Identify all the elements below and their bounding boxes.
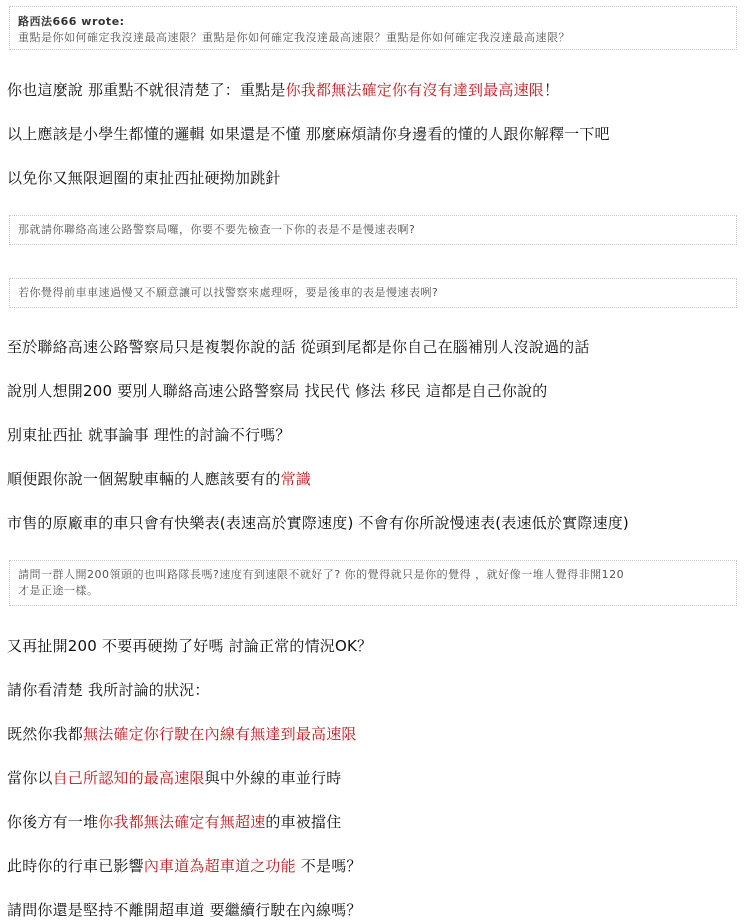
post-line: 市售的原廠車的車只會有快樂表(表速高於實際速度) 不會有你所說慢速表(表速低於實際速度): [7, 514, 629, 532]
highlight-text: 常識: [280, 470, 312, 488]
highlight-text: 自己所認知的最高速限: [52, 769, 205, 787]
quote-text: 重點是你如何確定我沒達最高速限？重點是你如何確定我沒達最高速限？重點是你如何確定我沒達最高速限？: [18, 31, 570, 44]
text: 不是嗎？: [295, 857, 362, 875]
post-line: [7, 768, 341, 788]
quote-author: 路西法666 wrote:: [18, 15, 125, 28]
text: 當你以: [7, 769, 53, 787]
post-line: [7, 80, 559, 100]
quote-block-2: [9, 215, 737, 245]
highlight-text: 無法確定你行駛在內線有無達到最高速限: [83, 725, 357, 743]
post-line: 至於聯絡高速公路警察局只是複製你說的話 從頭到尾都是你自己在腦補別人沒說過的話: [7, 338, 590, 356]
quote-text: 請問一群人開200領頭的也叫路隊長嗎?速度有到速限不就好了? 你的覺得就只是你的覺得 ，就好像一堆人覺得非開120: [18, 568, 625, 581]
text: 此時你的行車已影響: [7, 857, 144, 875]
quote-text: 若你覺得前車車速過慢又不願意讓可以找警察來處理呀，要是後車的表是慢速表咧?: [18, 286, 439, 299]
post-line: 以免你又無限迴圈的東扯西扯硬拗加跳針: [7, 169, 281, 187]
post-line: 請你看清楚 我所討論的狀況：: [7, 681, 210, 699]
post-line: 請問你還是堅持不離開超車道 要繼續行駛在內線嗎？: [7, 901, 362, 919]
post-line: [7, 469, 311, 489]
text: 與中外線的車並行時: [204, 769, 342, 787]
text: ！: [543, 81, 560, 99]
post-line: [7, 724, 357, 744]
quote-text: 才是正途一樣。: [18, 584, 99, 597]
quote-block-1: [9, 6, 737, 50]
text: 的車被擋住: [265, 813, 342, 831]
post-line: 又再扯開200 不要再硬拗了好嗎 討論正常的情況OK？: [7, 637, 373, 655]
text: 你後方有一堆: [7, 813, 99, 831]
text: 既然你我都: [7, 725, 84, 743]
highlight-text: 內車道為超車道之功能: [143, 857, 296, 875]
highlight-text: 你我都無法確定你有沒有達到最高速限: [285, 81, 544, 99]
post-line: 別東扯西扯 就事論事 理性的討論不行嗎？: [7, 426, 291, 444]
highlight-text: 你我都無法確定有無超速: [98, 813, 266, 831]
text: 順便跟你說一個駕駛車輛的人應該要有的: [7, 470, 281, 488]
post-line: [7, 856, 362, 876]
quote-block-3: [9, 278, 737, 308]
post-line: 以上應該是小學生都懂的邏輯 如果還是不懂 那麼麻煩請你身邊看的懂的人跟你解釋一下吧: [7, 125, 610, 143]
quote-block-4: [9, 560, 737, 606]
text: 你也這麼說 那重點不就很清楚了：重點是: [7, 81, 286, 99]
post-line: [7, 812, 341, 832]
quote-text: 那就請你聯絡高速公路警察局囉，你要不要先檢查一下你的表是不是慢速表啊?: [18, 223, 416, 236]
post-line: 說別人想開200 要別人聯絡高速公路警察局 找民代 修法 移民 這都是自己你說的: [7, 382, 548, 400]
